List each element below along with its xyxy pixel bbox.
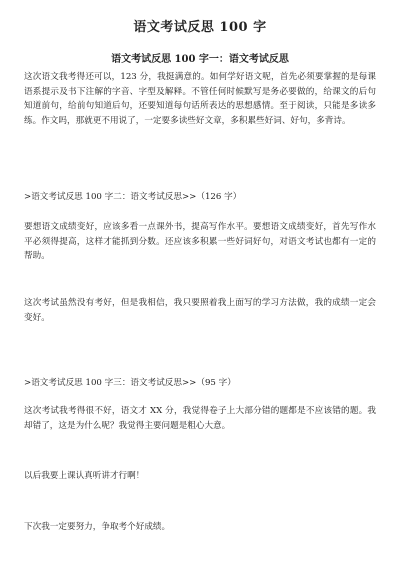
paragraph: 以后我要上课认真听讲才行啊！ xyxy=(24,471,145,481)
section-subtitle: 语文考试反思 100 字一：语文考试反思 xyxy=(111,54,289,65)
paragraph: 这次语文我考得还可以，123 分，我挺满意的。如何学好语文呢，首先必须要掌握的是每课语系提示及书下注解的字音、字型及解释。不管任何时候默写是务必要做的，给课文的后句知道前句，给前句知道后句，还要知道每句话所表达的思想感情。至于阅读，只能是多读多练。作文吗，那就更不用说了，一定要多读些好文章，多积累些好词、好句，多背诗。 xyxy=(24,72,376,126)
section-link-2[interactable]: >语文考试反思 100 字二：语文考试反思>>（126 字） xyxy=(24,192,242,202)
paragraph: 要想语文成绩变好，应该多看一点课外书，提高写作水平。要想语文成绩变好，首先写作水平必须得提高，这样才能抓到分数。还应该多积累一些好词好句，对语文考试也都有一定的帮助。 xyxy=(24,222,376,261)
paragraph: 这次考试我考得很不好，语文才 XX 分，我觉得卷子上大部分错的题都是不应该错的题。我却错了，这是为什么呢？我觉得主要问题是粗心大意。 xyxy=(24,406,376,431)
page-title: 语文考试反思 100 字 xyxy=(133,20,267,35)
section-link-3[interactable]: >语文考试反思 100 字三：语文考试反思>>（95 字） xyxy=(24,378,236,388)
paragraph: 这次考试虽然没有考好，但是我相信，我只要照着我上面写的学习方法做，我的成绩一定会变好。 xyxy=(24,298,376,323)
paragraph: 下次我一定要努力，争取考个好成绩。 xyxy=(24,522,171,532)
